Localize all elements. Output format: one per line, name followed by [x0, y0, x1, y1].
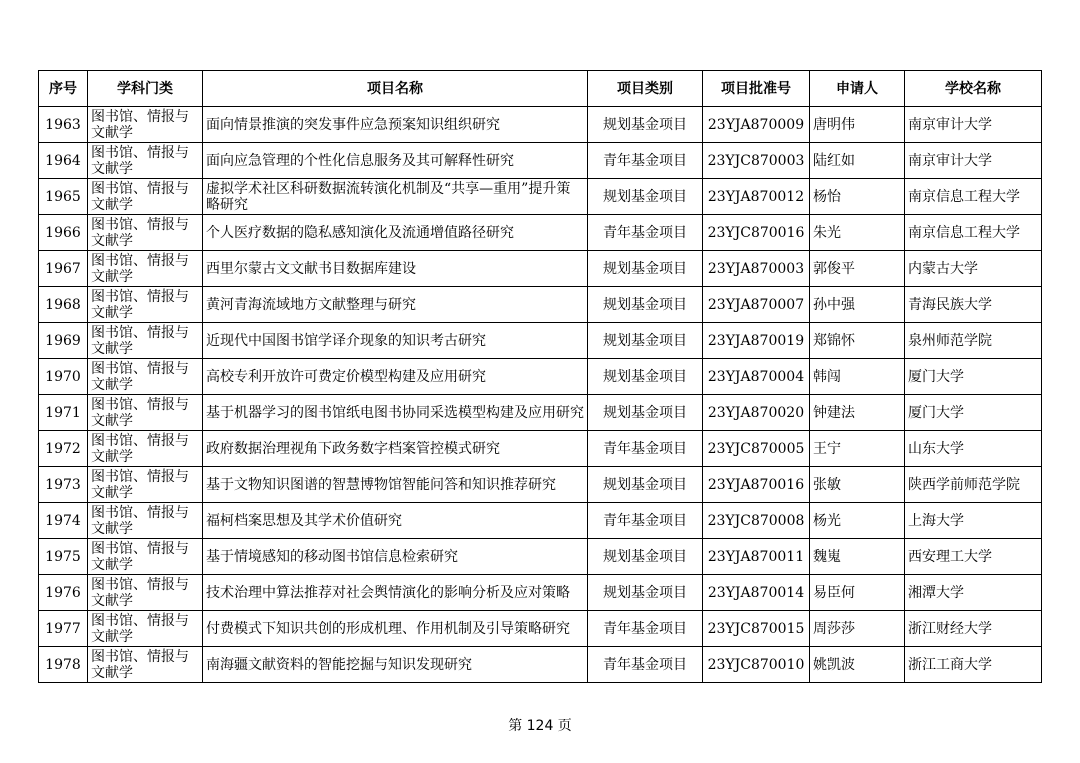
cell-serial: 1963: [39, 107, 88, 143]
cell-applicant: 易臣何: [810, 575, 905, 611]
cell-project-name: 基于文物知识图谱的智慧博物馆智能问答和知识推荐研究: [203, 467, 588, 503]
header-approval-number: 项目批准号: [703, 71, 810, 107]
cell-approval-number: 23YJA870020: [703, 395, 810, 431]
cell-applicant: 郑锦怀: [810, 323, 905, 359]
header-serial: 序号: [39, 71, 88, 107]
cell-applicant: 魏嵬: [810, 539, 905, 575]
header-subject: 学科门类: [88, 71, 203, 107]
cell-serial: 1969: [39, 323, 88, 359]
table-row: [39, 287, 1042, 323]
table-row: [39, 107, 1042, 143]
cell-approval-number: 23YJC870010: [703, 647, 810, 683]
cell-project-name: 西里尔蒙古文文献书目数据库建设: [203, 251, 588, 287]
cell-subject: 图书馆、情报与文献学: [88, 107, 203, 143]
cell-applicant: 韩闯: [810, 359, 905, 395]
table-body: [39, 107, 1042, 683]
cell-subject: 图书馆、情报与文献学: [88, 575, 203, 611]
cell-applicant: 孙中强: [810, 287, 905, 323]
table-row: [39, 647, 1042, 683]
cell-approval-number: 23YJC870015: [703, 611, 810, 647]
cell-approval-number: 23YJA870009: [703, 107, 810, 143]
cell-project-type: 青年基金项目: [588, 503, 703, 539]
cell-applicant: 朱光: [810, 215, 905, 251]
cell-school: 青海民族大学: [905, 287, 1042, 323]
cell-project-name: 近现代中国图书馆学译介现象的知识考古研究: [203, 323, 588, 359]
cell-applicant: 杨怡: [810, 179, 905, 215]
cell-subject: 图书馆、情报与文献学: [88, 323, 203, 359]
table-row: [39, 395, 1042, 431]
cell-project-name: 福柯档案思想及其学术价值研究: [203, 503, 588, 539]
cell-serial: 1964: [39, 143, 88, 179]
cell-approval-number: 23YJC870005: [703, 431, 810, 467]
cell-serial: 1967: [39, 251, 88, 287]
cell-serial: 1970: [39, 359, 88, 395]
cell-school: 泉州师范学院: [905, 323, 1042, 359]
table-row: [39, 503, 1042, 539]
cell-project-type: 规划基金项目: [588, 179, 703, 215]
cell-project-name: 黄河青海流域地方文献整理与研究: [203, 287, 588, 323]
table-row: [39, 179, 1042, 215]
table-header-row: [39, 71, 1042, 107]
cell-school: 浙江财经大学: [905, 611, 1042, 647]
cell-approval-number: 23YJA870011: [703, 539, 810, 575]
cell-school: 上海大学: [905, 503, 1042, 539]
header-applicant: 申请人: [810, 71, 905, 107]
cell-subject: 图书馆、情报与文献学: [88, 179, 203, 215]
cell-project-type: 规划基金项目: [588, 539, 703, 575]
cell-school: 山东大学: [905, 431, 1042, 467]
cell-project-name: 南海疆文献资料的智能挖掘与知识发现研究: [203, 647, 588, 683]
cell-project-name: 技术治理中算法推荐对社会舆情演化的影响分析及应对策略: [203, 575, 588, 611]
cell-project-type: 规划基金项目: [588, 287, 703, 323]
cell-project-type: 青年基金项目: [588, 431, 703, 467]
cell-project-name: 个人医疗数据的隐私感知演化及流通增值路径研究: [203, 215, 588, 251]
cell-school: 南京审计大学: [905, 143, 1042, 179]
cell-applicant: 王宁: [810, 431, 905, 467]
cell-project-type: 规划基金项目: [588, 575, 703, 611]
table-row: [39, 323, 1042, 359]
cell-serial: 1975: [39, 539, 88, 575]
table-row: [39, 215, 1042, 251]
cell-approval-number: 23YJC870016: [703, 215, 810, 251]
cell-project-type: 规划基金项目: [588, 323, 703, 359]
header-project-name: 项目名称: [203, 71, 588, 107]
cell-serial: 1973: [39, 467, 88, 503]
cell-project-type: 青年基金项目: [588, 647, 703, 683]
cell-approval-number: 23YJA870012: [703, 179, 810, 215]
cell-project-name: 付费模式下知识共创的形成机理、作用机制及引导策略研究: [203, 611, 588, 647]
cell-subject: 图书馆、情报与文献学: [88, 503, 203, 539]
cell-project-type: 青年基金项目: [588, 215, 703, 251]
cell-subject: 图书馆、情报与文献学: [88, 251, 203, 287]
cell-project-name: 高校专利开放许可费定价模型构建及应用研究: [203, 359, 588, 395]
cell-project-name: 面向情景推演的突发事件应急预案知识组织研究: [203, 107, 588, 143]
cell-serial: 1978: [39, 647, 88, 683]
cell-subject: 图书馆、情报与文献学: [88, 647, 203, 683]
cell-school: 浙江工商大学: [905, 647, 1042, 683]
cell-project-type: 规划基金项目: [588, 107, 703, 143]
cell-approval-number: 23YJA870003: [703, 251, 810, 287]
cell-project-type: 青年基金项目: [588, 611, 703, 647]
cell-school: 湘潭大学: [905, 575, 1042, 611]
cell-school: 厦门大学: [905, 395, 1042, 431]
page-number: 第 124 页: [508, 718, 572, 734]
cell-applicant: 陆红如: [810, 143, 905, 179]
cell-subject: 图书馆、情报与文献学: [88, 431, 203, 467]
cell-approval-number: 23YJA870019: [703, 323, 810, 359]
cell-project-type: 规划基金项目: [588, 359, 703, 395]
cell-project-name: 面向应急管理的个性化信息服务及其可解释性研究: [203, 143, 588, 179]
cell-project-type: 规划基金项目: [588, 395, 703, 431]
cell-approval-number: 23YJA870004: [703, 359, 810, 395]
table-row: [39, 575, 1042, 611]
table-row: [39, 359, 1042, 395]
cell-serial: 1972: [39, 431, 88, 467]
cell-approval-number: 23YJA870014: [703, 575, 810, 611]
cell-applicant: 张敏: [810, 467, 905, 503]
cell-approval-number: 23YJC870008: [703, 503, 810, 539]
cell-serial: 1974: [39, 503, 88, 539]
cell-applicant: 郭俊平: [810, 251, 905, 287]
cell-school: 南京信息工程大学: [905, 179, 1042, 215]
table-row: [39, 251, 1042, 287]
cell-applicant: 唐明伟: [810, 107, 905, 143]
header-school: 学校名称: [905, 71, 1042, 107]
cell-applicant: 杨光: [810, 503, 905, 539]
cell-project-name: 基于机器学习的图书馆纸电图书协同采选模型构建及应用研究: [203, 395, 588, 431]
table-row: [39, 467, 1042, 503]
cell-serial: 1968: [39, 287, 88, 323]
cell-approval-number: 23YJC870003: [703, 143, 810, 179]
header-project-type: 项目类别: [588, 71, 703, 107]
cell-subject: 图书馆、情报与文献学: [88, 395, 203, 431]
cell-applicant: 姚凯波: [810, 647, 905, 683]
cell-serial: 1971: [39, 395, 88, 431]
cell-school: 南京审计大学: [905, 107, 1042, 143]
cell-subject: 图书馆、情报与文献学: [88, 611, 203, 647]
table-row: [39, 143, 1042, 179]
cell-approval-number: 23YJA870007: [703, 287, 810, 323]
cell-subject: 图书馆、情报与文献学: [88, 467, 203, 503]
cell-serial: 1977: [39, 611, 88, 647]
cell-approval-number: 23YJA870016: [703, 467, 810, 503]
cell-serial: 1966: [39, 215, 88, 251]
cell-school: 厦门大学: [905, 359, 1042, 395]
cell-subject: 图书馆、情报与文献学: [88, 539, 203, 575]
table-row: [39, 611, 1042, 647]
cell-subject: 图书馆、情报与文献学: [88, 143, 203, 179]
project-table: [38, 70, 1042, 683]
cell-applicant: 钟建法: [810, 395, 905, 431]
cell-school: 南京信息工程大学: [905, 215, 1042, 251]
cell-school: 陕西学前师范学院: [905, 467, 1042, 503]
cell-project-name: 基于情境感知的移动图书馆信息检索研究: [203, 539, 588, 575]
cell-school: 内蒙古大学: [905, 251, 1042, 287]
cell-project-name: 虚拟学术社区科研数据流转演化机制及“共享—重用”提升策略研究: [203, 179, 588, 215]
cell-subject: 图书馆、情报与文献学: [88, 287, 203, 323]
cell-applicant: 周莎莎: [810, 611, 905, 647]
table-row: [39, 539, 1042, 575]
cell-project-type: 规划基金项目: [588, 467, 703, 503]
cell-subject: 图书馆、情报与文献学: [88, 215, 203, 251]
cell-project-name: 政府数据治理视角下政务数字档案管控模式研究: [203, 431, 588, 467]
cell-project-type: 规划基金项目: [588, 251, 703, 287]
cell-subject: 图书馆、情报与文献学: [88, 359, 203, 395]
cell-school: 西安理工大学: [905, 539, 1042, 575]
table-row: [39, 431, 1042, 467]
cell-serial: 1965: [39, 179, 88, 215]
cell-serial: 1976: [39, 575, 88, 611]
cell-project-type: 青年基金项目: [588, 143, 703, 179]
